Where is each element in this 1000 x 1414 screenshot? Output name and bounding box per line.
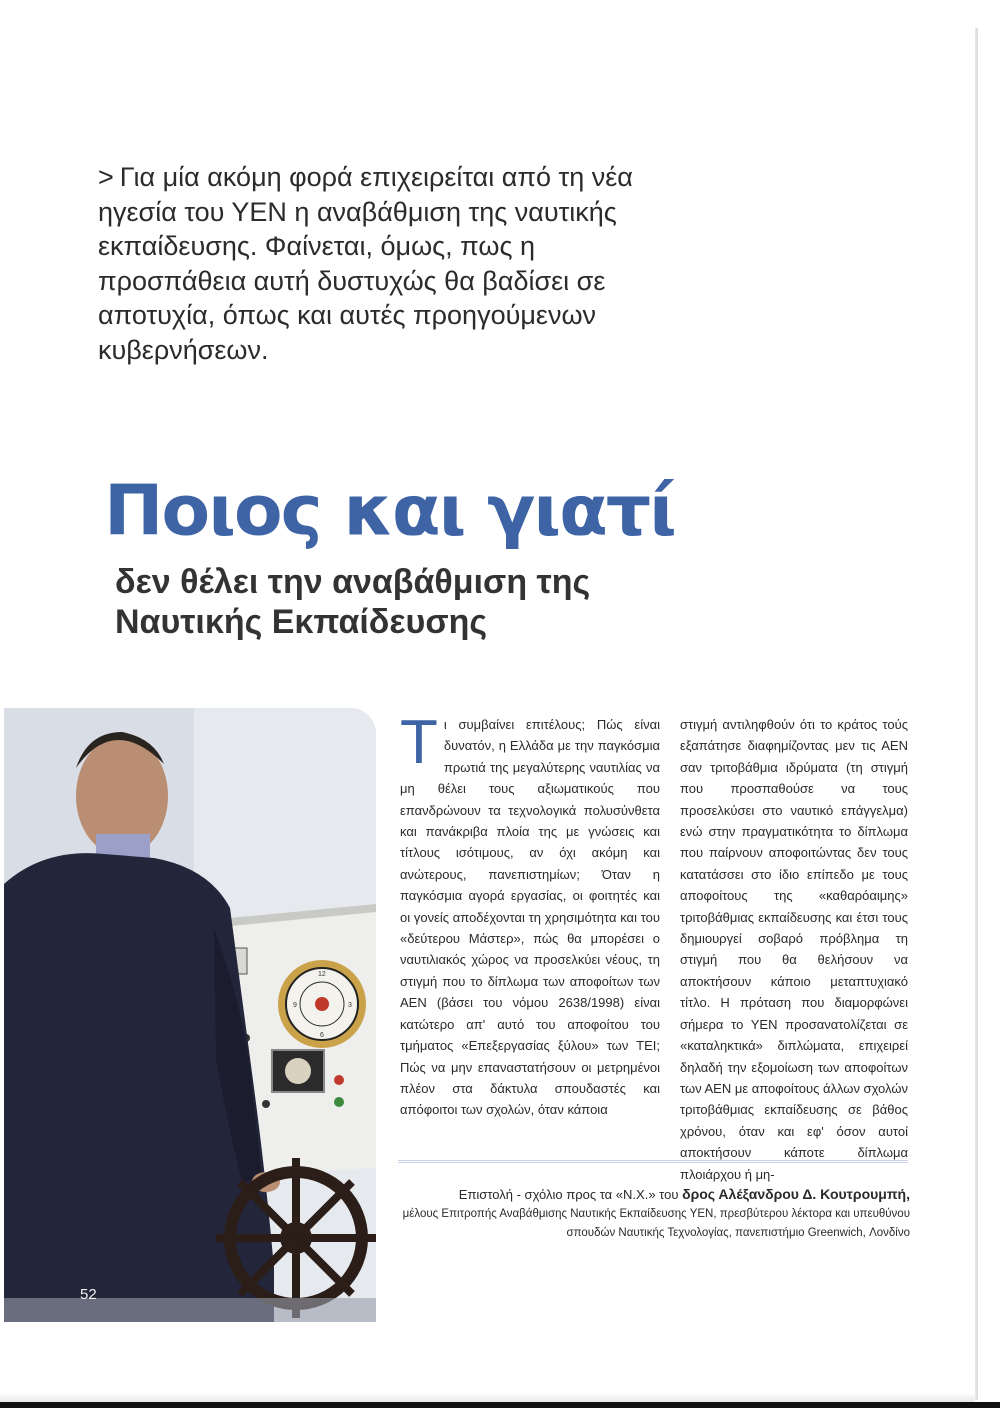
dial-number: 12 — [318, 971, 326, 978]
article-text-column-1: ι συμβαίνει επιτέλους; Πώς είναι δυνατόν, η Ελλάδα με την παγκόσμια πρωτιά της μεγαλύτερης ναυτιλίας να μη θέλει τους αξιωματικούς που επανδρώνουν τα τεχνολογικά πολυσύνθετα και πανάκριβα πλοία της με γνώσεις και τίτλους ισότιμους, αν όχι ακόμη και ανώτερους, πανεπιστημίων; Όταν η παγκόσμια αγορά εργασίας, οι φοιτητές και οι γονείς αποδέχονται τη χρησιμότητα και του «δεύτερου Μάστερ», πώς θα μπορέσει ο ναυτιλιακός χώρος να προσελκύει νέους, τη στιγμή που το δίπλωμα των αποφοίτων των ΑΕΝ (βάσει του νόμου 2638/1998) είναι κατώτερο απ' αυτό του αποφοίτου του τμήματος «Επεξεργασίας ξύλου» των ΤΕΙ; Πώς να μην επαναστατήσουν οι μετρημένοι πλέον στα δάκτυλα σπουδαστές και απόφοιτοι των σχολών, όταν κάποια — [400, 717, 660, 1118]
article-photo — [4, 708, 376, 1322]
page-number: 52 — [80, 1286, 97, 1303]
article-column-2 — [680, 714, 908, 1185]
gauge-square-dial — [285, 1058, 311, 1084]
subheadline: δεν θέλει την αναβάθμιση της Ναυτικής Εκπαίδευσης — [115, 563, 591, 641]
page-edge — [975, 28, 978, 1400]
credit-prefix: Επιστολή - σχόλιο προς τα «Ν.Χ.» του — [458, 1187, 683, 1202]
dial-number: 6 — [320, 1032, 324, 1039]
drop-cap: Τ — [400, 708, 438, 777]
intro-text: Για μία ακόμη φορά επιχειρείται από τη νέα ηγεσία του ΥΕΝ η αναβάθμιση της ναυτικής εκπαίδευσης. Φαίνεται, όμως, πως η προσπάθεια αυτή δυστυχώς θα βαδίσει σε αποτυχία, όπως και αυτές προηγούμενων κυβερνήσεων. — [98, 162, 633, 365]
intro-arrow: > — [98, 162, 114, 192]
page-bottom-edge — [0, 1402, 1000, 1408]
photo-illustration — [4, 708, 376, 1322]
intro-paragraph — [98, 160, 658, 367]
headline: Ποιος και γιατί — [104, 469, 675, 552]
indicator-light — [334, 1097, 344, 1107]
dial-number: 9 — [293, 1002, 297, 1009]
credit-line — [390, 1184, 910, 1205]
article-text-column-2: στιγμή αντιληφθούν ότι το κράτος τούς εξαπάτησε διαφημίζοντας μεν τις ΑΕΝ σαν τριτοβάθμια ιδρύματα (τη στιγμή που προσπαθούσε να τους προσελκύσει στο ναυτικό επάγγελμα) ενώ στην πραγματικότητα το δίπλωμα που παίρνουν αποφοιτώντας δεν τους κατατάσσει στο ίδιο επίπεδο με τους αποφοίτους της «καθαρόαιμης» τριτοβάθμιας εκπαίδευσης και έτσι τους δημιουργεί σοβαρό πρόβλημα τη στιγμή που θα θελήσουν να αποκτήσουν κάποιο μεταπτυχιακό τίτλο. Η πρόταση που διαμορφώνει σήμερα το ΥΕΝ προσανατολίζεται σε «καταληκτικά» διπλώματα, επιχειρεί δηλαδή την εξομοίωση των αποφοίτων των ΑΕΝ με αποφοίτους άλλων σχολών τριτοβάθμιας εκπαίδευσης σε βάθος χρόνου, όταν και εφ' όσον αυτοί αποκτήσουν κάποτε δίπλωμα πλοιάρχου ή μη- — [680, 717, 908, 1182]
console-knob — [262, 1100, 270, 1108]
page-shadow — [0, 1392, 975, 1402]
author-credit — [390, 1184, 910, 1243]
credit-author: δρος Αλέξανδρου Δ. Κουτρουμπή, — [682, 1186, 910, 1202]
dial-number: 3 — [348, 1002, 352, 1009]
credit-affiliation: μέλους Επιτροπής Αναβάθμισης Ναυτικής Εκπαίδευσης ΥΕΝ, πρεσβύτερου λέκτορα και υπευθύνου σπουδών Ναυτικής Τεχνολογίας, πανεπιστήμιο Greenwich, Λονδίνο — [402, 1208, 910, 1239]
divider-line — [398, 1160, 908, 1163]
article-column-1 — [400, 708, 660, 1121]
photo-floor — [4, 1298, 376, 1322]
compass-center — [315, 997, 329, 1011]
indicator-light — [334, 1075, 344, 1085]
